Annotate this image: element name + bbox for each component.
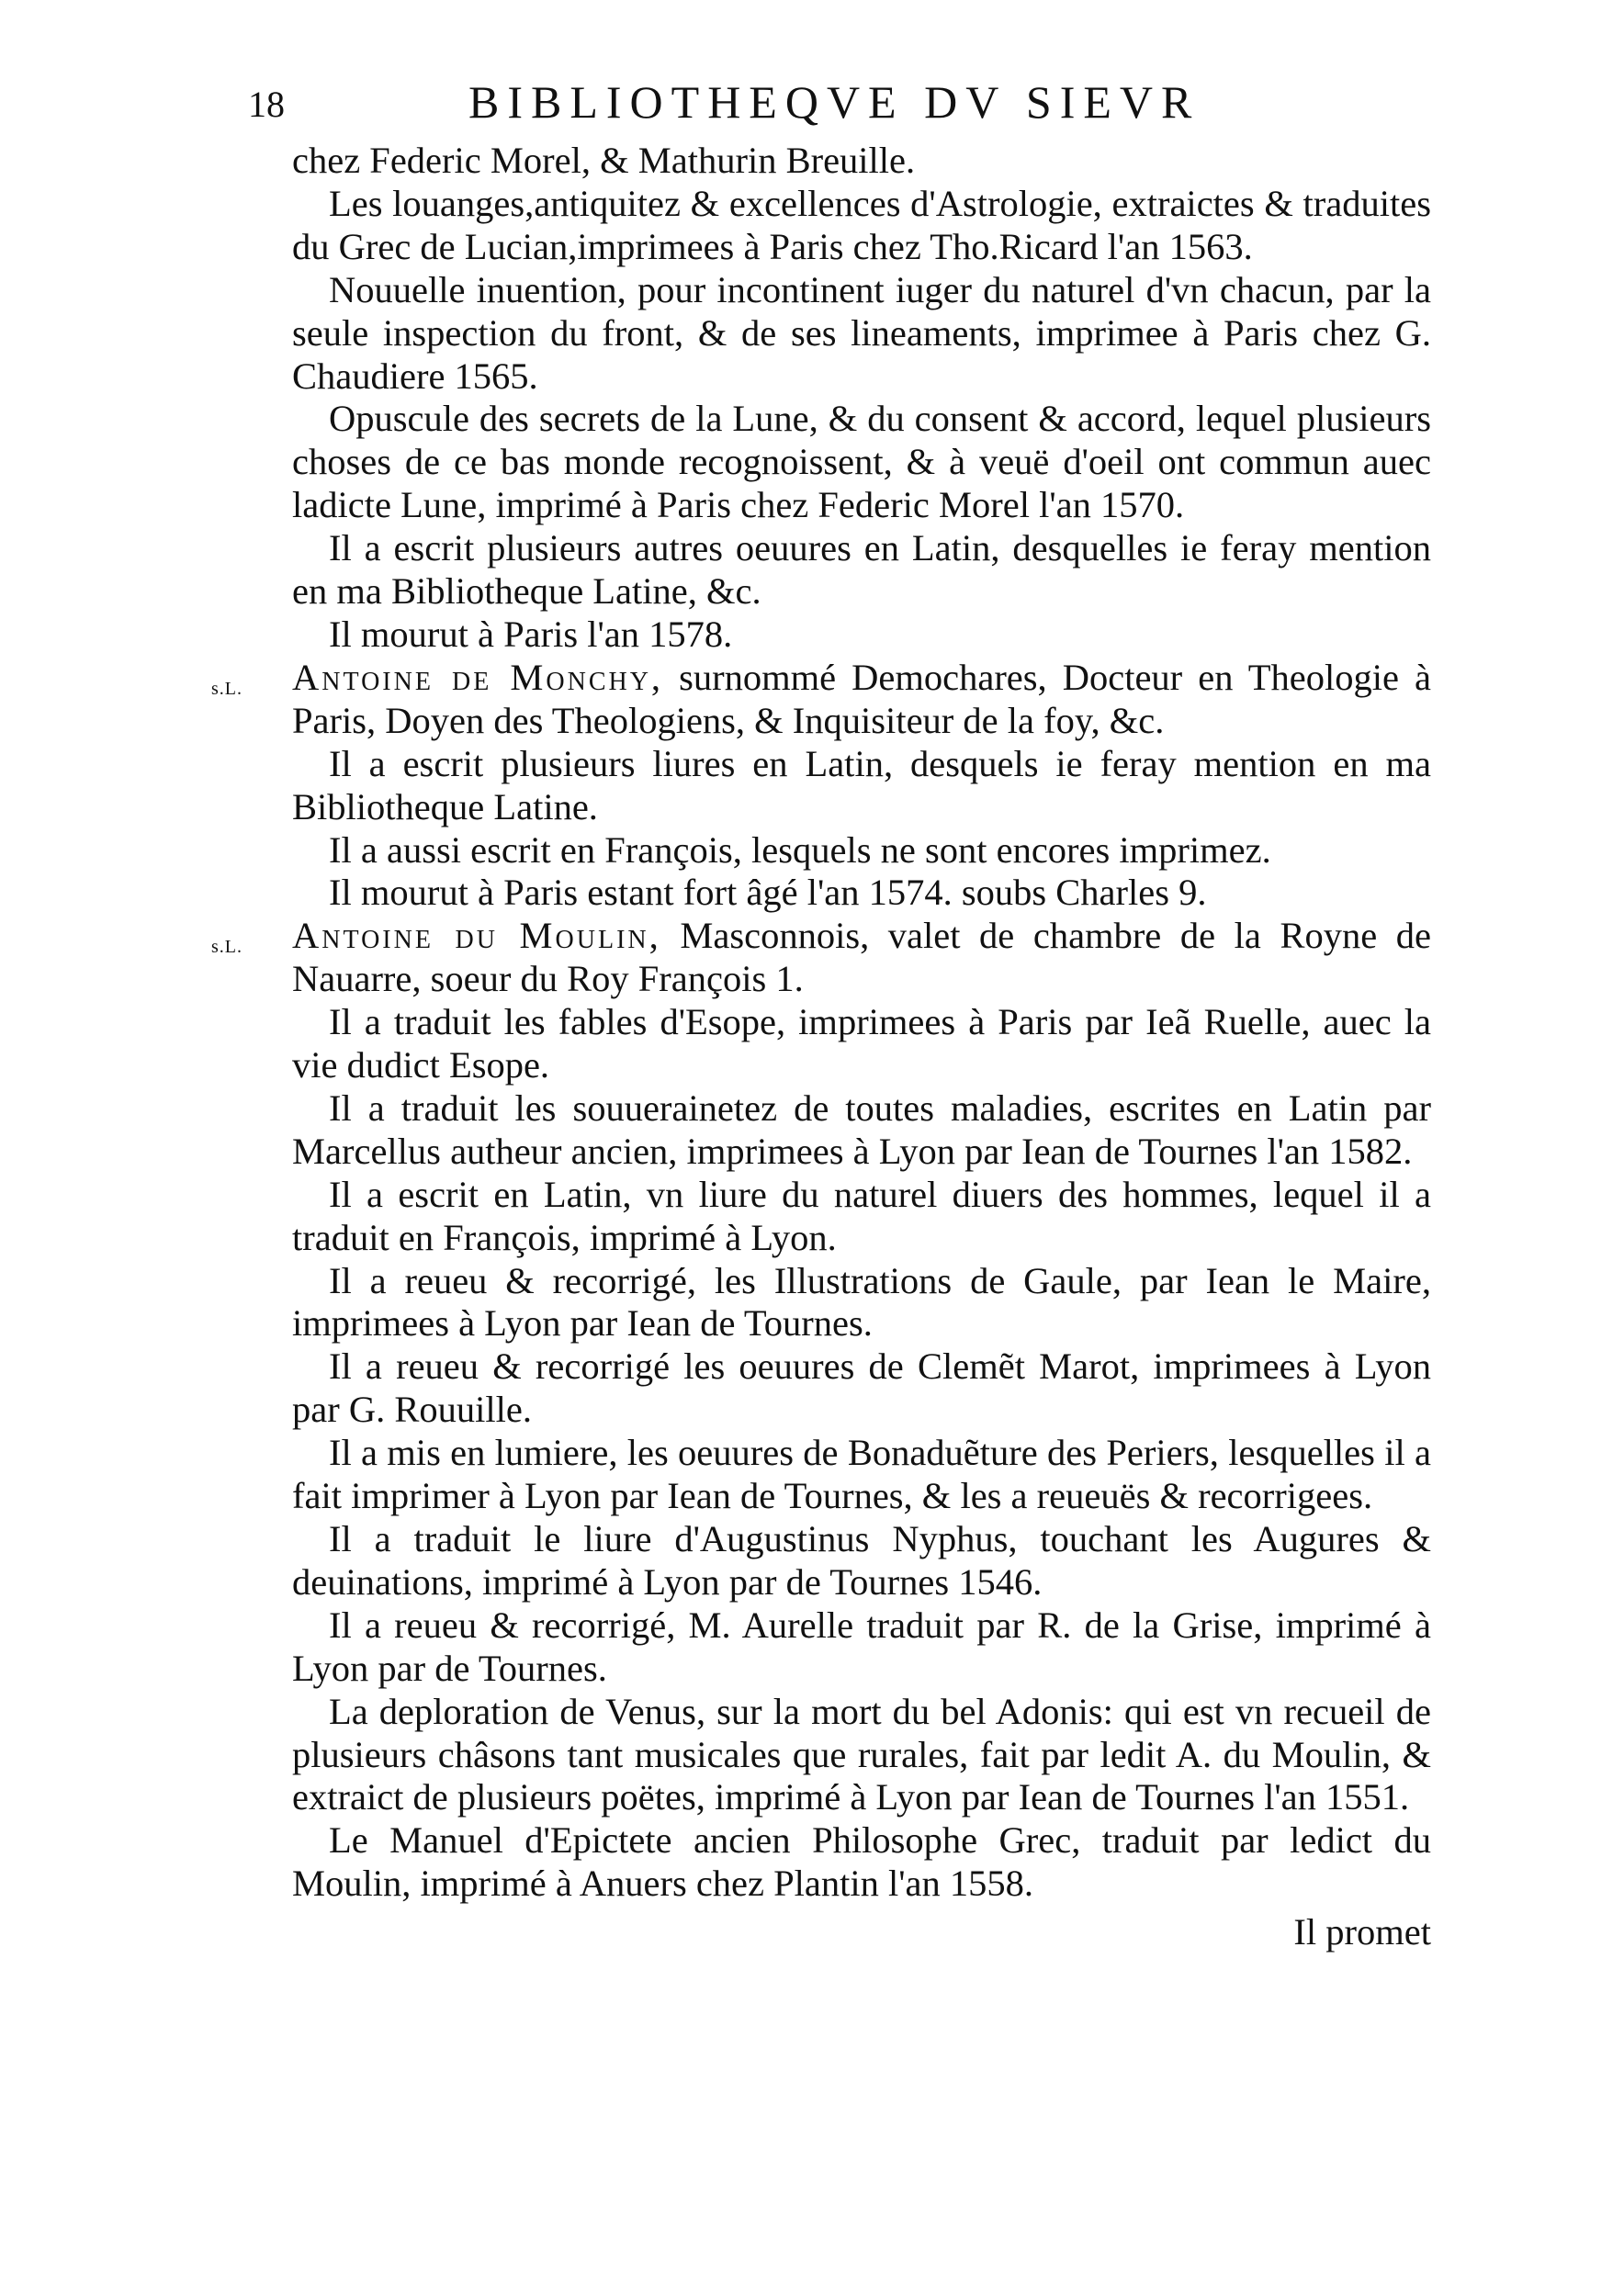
paragraph: Il a traduit les fables d'Esope, imprimees à Paris par Ieã Ruelle, auec la vie dudict Esope.: [292, 1001, 1431, 1086]
marginal-note: s.L.: [211, 678, 242, 699]
paragraph: Il a traduit le liure d'Augustinus Nyphus, touchant les Augures & deuinations, imprimé à Lyon par de Tournes 1546.: [292, 1518, 1431, 1603]
paragraph: Il a traduit les souuerainetez de toutes maladies, escrites en Latin par Marcellus autheur ancien, imprimees à Lyon par Iean de Tournes l'an 1582.: [292, 1086, 1431, 1172]
paragraph: Il a reueu & recorrigé, M. Aurelle traduit par R. de la Grise, imprimé à Lyon par de Tournes.: [292, 1604, 1431, 1689]
bibliography-entry: [211, 656, 1431, 743]
paragraph: Il a aussi escrit en François, lesquels ne sont encores imprimez.: [329, 828, 1271, 871]
paragraph: Il a mis en lumiere, les oeuures de Bonaduẽture des Periers, lesquelles il a fait imprimer à Lyon par Iean de Tournes, & les a reueuës & recorrigees.: [292, 1432, 1431, 1517]
paragraph: Les louanges,antiquitez & excellences d'Astrologie, extraictes & traduites du Grec de Lucian,imprimees à Paris chez Tho.Ricard l'an 1563.: [292, 182, 1431, 267]
author-name: Antoine de Monchy,: [292, 656, 664, 698]
paragraph: Opuscule des secrets de la Lune, & du consent & accord, lequel plusieurs choses de ce bas monde recognoissent, & à veuë d'oeil ont commun auec ladicte Lune, imprimé à Paris chez Federic Morel l'an 1570.: [292, 398, 1431, 526]
paragraph: Il a escrit plusieurs autres oeuures en Latin, desquelles ie feray mention en ma Bibliotheque Latine, &c.: [292, 527, 1431, 613]
entry-description: Masconnois, valet de chambre de la Royne de Nauarre, soeur du Roy François 1.: [292, 915, 1431, 1000]
bibliography-entry: [211, 915, 1431, 1001]
paragraph: Il mourut à Paris l'an 1578.: [329, 613, 733, 655]
catchword: Il promet: [1293, 1911, 1431, 1953]
paragraph: chez Federic Morel, & Mathurin Breuille.: [292, 140, 916, 181]
body-text: [211, 140, 1431, 1954]
paragraph: Il a escrit en Latin, vn liure du naturel diuers des hommes, lequel il a traduit en François, imprimé à Lyon.: [292, 1173, 1431, 1258]
paragraph: Il mourut à Paris estant fort âgé l'an 1574. soubs Charles 9.: [329, 872, 1207, 914]
paragraph: Il a escrit plusieurs liures en Latin, desquels ie feray mention en ma Bibliotheque Latine.: [292, 742, 1431, 827]
paragraph: La deploration de Venus, sur la mort du bel Adonis: qui est vn recueil de plusieurs châsons tant musicales que rurales, fait par ledit A. du Moulin, & extraict de plusieurs poëtes, imprimé à Lyon par Iean de Tournes l'an 1551.: [292, 1690, 1431, 1818]
page-header: [248, 75, 1249, 140]
paragraph: Il a reueu & recorrigé les oeuures de Clemẽt Marot, imprimees à Lyon par G. Rouuille.: [292, 1345, 1431, 1431]
paragraph: Nouuelle inuention, pour incontinent iuger du naturel d'vn chacun, par la seule inspection du front, & de ses lineaments, imprimee à Paris chez G. Chaudiere 1565.: [292, 268, 1431, 397]
paragraph: Il a reueu & recorrigé, les Illustrations de Gaule, par Iean le Maire, imprimees à Lyon par Iean de Tournes.: [292, 1259, 1431, 1345]
paragraph: Le Manuel d'Epictete ancien Philosophe Grec, traduit par ledict du Moulin, imprimé à Anuers chez Plantin l'an 1558.: [292, 1819, 1431, 1905]
running-title: BIBLIOTHEQVE DV SIEVR: [468, 76, 1201, 128]
marginal-note: s.L.: [211, 937, 242, 958]
entry-description: surnommé Demochares, Docteur en Theologie à Paris, Doyen des Theologiens, & Inquisiteur de la foy, &c.: [292, 656, 1431, 741]
author-name: Antoine du Moulin,: [292, 915, 661, 957]
page-number: 18: [248, 84, 285, 125]
